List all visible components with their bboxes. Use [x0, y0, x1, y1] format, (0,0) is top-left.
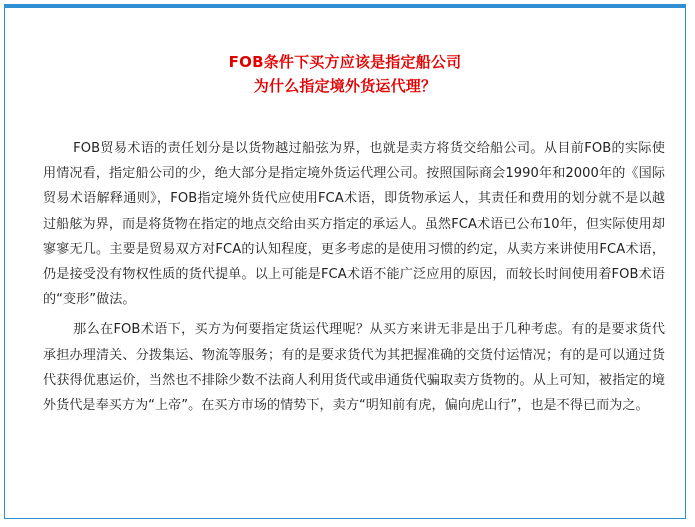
- paragraph-2: 那么在FOB术语下，买方为何要指定货运代理呢？从买方来讲无非是出于几种考虑。有的是要求货代承担办理清关、分拨集运、物流等服务；有的是要求货代为其把握准确的交货付运情况；有的是可以通过货代获得优惠运价，当然也不排除少数不法商人利用货代或串通货代骗取卖方货物的。从上可知，被指定的境外货代是奉买方为“上帝”。在买方市场的情势下，卖方“明知前有虎，偏向虎山行”，也是不得已而为之。: [43, 322, 665, 414]
- title-line-2: 为什么指定境外货运代理？: [253, 77, 437, 95]
- article-title: [5, 50, 685, 98]
- title-line-1: FOB条件下买方应该是指定船公司: [228, 53, 462, 71]
- article-body: [43, 136, 665, 418]
- paragraph-1: FOB贸易术语的责任划分是以货物越过船弦为界，也就是卖方将货交给船公司。从目前FOB的实际使用情况看，指定船公司的少，绝大部分是指定境外货运代理公司。按照国际商会1990年和2000年的《国际贸易术语解释通则》，FOB指定境外货代应使用FCA术语，即货物承运人，其责任和费用的划分就不是以越过船舷为界，而是将货物在指定的地点交给由买方指定的承运人。虽然FCA术语已公布10年，但实际使用却寥寥无几。主要是贸易双方对FCA的认知程度，更多考虑的是使用习惯的约定，从卖方来讲使用FCA术语，仍是接受没有物权性质的货代提单。以上可能是FCA术语不能广泛应用的原因，而较长时间使用着FOB术语的“变形”做法。: [43, 141, 665, 308]
- article-frame: [4, 4, 686, 519]
